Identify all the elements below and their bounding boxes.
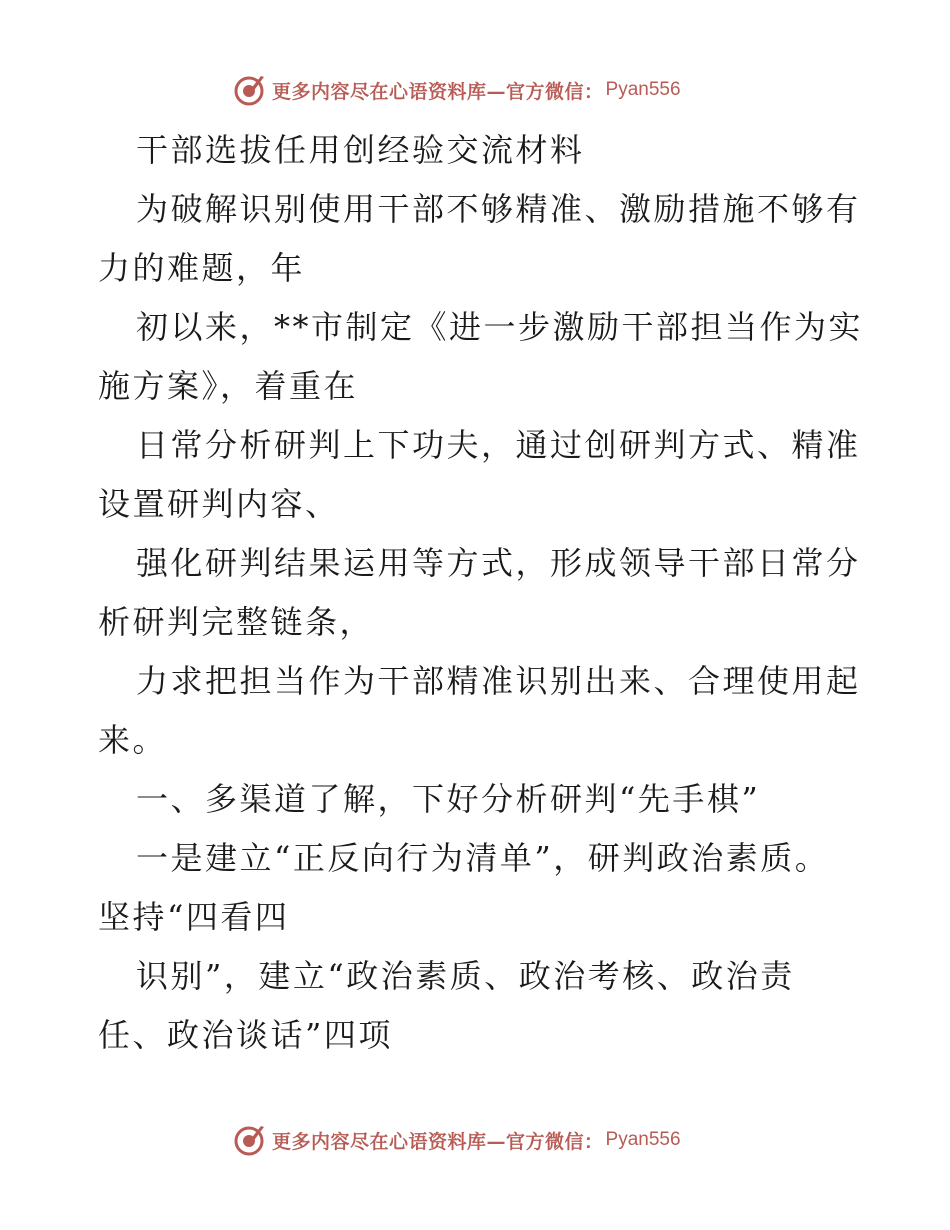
watermark-id: Pyan556 — [605, 79, 681, 100]
text-line: 为破解识别使用干部不够精准、激励措施不够有 — [136, 190, 861, 228]
text-line: 力求把担当作为干部精准识别出来、合理使用起 — [136, 662, 861, 700]
text-line: 力的难题，年 — [98, 249, 306, 287]
text-line: 强化研判结果运用等方式，形成领导干部日常分 — [136, 544, 861, 582]
text-line: 施方案》，着重在 — [98, 367, 359, 405]
watermark-text: 更多内容尽在心语资料库—官方微信： — [272, 1130, 604, 1153]
section-heading: 一、多渠道了解，下好分析研判“先手棋” — [136, 780, 761, 818]
text-line: 坚持“四看四 — [98, 898, 290, 936]
watermark-text: 更多内容尽在心语资料库—官方微信： — [272, 80, 604, 103]
watermark-id: Pyan556 — [605, 1129, 681, 1150]
text-line: 一是建立“正反向行为清单”，研判政治素质。 — [136, 839, 830, 877]
document-body — [98, 121, 864, 1065]
header-watermark — [232, 72, 681, 108]
footer-watermark — [232, 1122, 681, 1158]
text-line: 任、政治谈话”四项 — [98, 1016, 393, 1054]
quill-logo-icon — [232, 73, 266, 107]
text-line: 来。 — [98, 721, 168, 759]
text-line: 初以来，**市制定《进一步激励干部担当作为实 — [136, 308, 864, 346]
text-line: 日常分析研判上下功夫，通过创研判方式、精准 — [136, 426, 861, 464]
document-title: 干部选拔任用创经验交流材料 — [136, 131, 585, 169]
quill-logo-icon — [232, 1123, 266, 1157]
text-line: 设置研判内容、 — [98, 485, 340, 523]
text-line: 识别”，建立“政治素质、政治考核、政治责 — [136, 957, 795, 995]
text-line: 析研判完整链条， — [98, 603, 375, 641]
